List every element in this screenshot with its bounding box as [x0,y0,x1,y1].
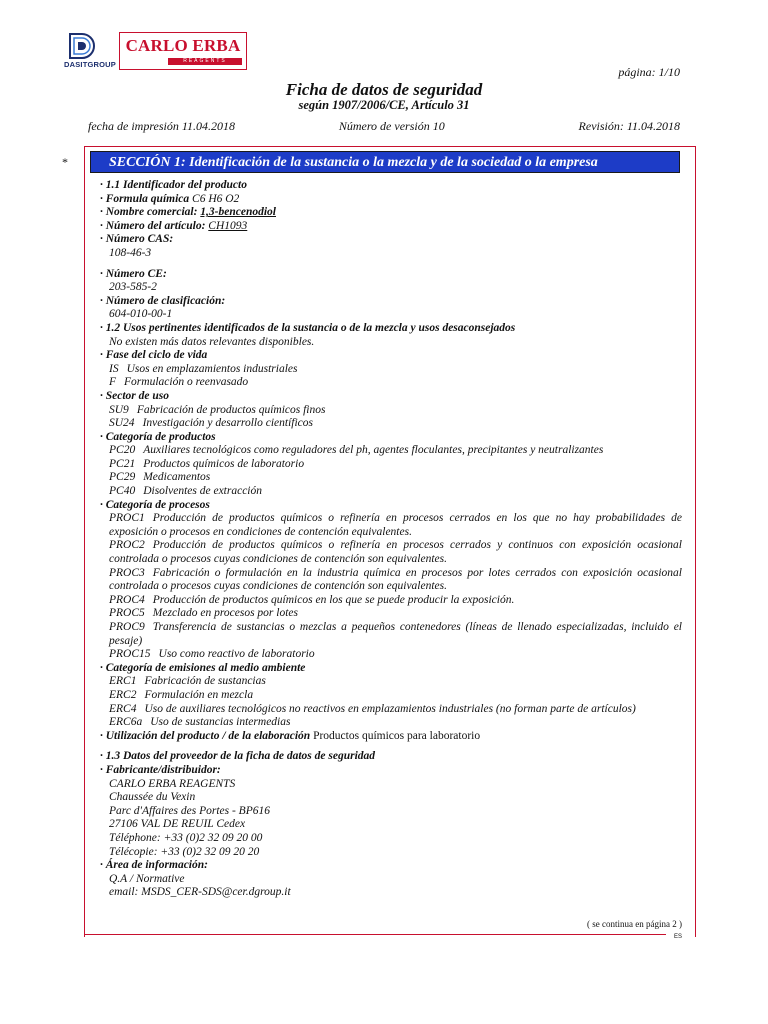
brand-sub: REAGENTS [168,58,242,65]
heading-identifier: · 1.1 Identificador del producto [100,179,247,191]
list-item: ERC4 Uso de auxiliares tecnológicos no reactivos en emplazamientos industriales (no forman parte de artículos) [109,702,636,715]
version-number: Número de versión 10 [338,119,445,133]
list-item: PROC3 Fabricación o formulación en la industria química en procesos por lotes cerrados con exposición ocasional controlada o procesos cuyas condiciones de contención son equivalentes. [109,566,682,593]
document-title: Ficha de datos de seguridad [285,80,483,99]
ce-value: 203-585-2 [109,281,157,294]
list-item: PROC5 Mezclado en procesos por lotes [109,607,298,620]
info-area-heading: · Área de información: [100,859,208,872]
product-category-heading: · Categoría de productos [100,430,216,443]
emission-category-heading: · Categoría de emisiones al medio ambiente [100,661,306,674]
list-item: ERC6a Uso de sustancias intermedias [109,716,291,729]
address-line: Parc d'Affaires des Portes - BP616 [109,804,270,817]
formula-label: · Formula química [100,192,190,205]
revision-date: Revisión: 11.04.2018 [578,119,680,133]
heading-supplier: · 1.3 Datos del proveedor de la ficha de datos de seguridad [100,750,376,763]
brand-name: CARLO ERBA [125,36,241,55]
divider [84,934,666,935]
process-category-heading: · Categoría de procesos [100,498,210,511]
life-cycle-heading: · Fase del ciclo de vida [100,349,208,362]
list-item: ERC1 Fabricación de sustancias [109,675,266,688]
continued-note: ( se continua en página 2 ) [587,919,682,929]
list-item: PROC2 Producción de productos químicos o refinería en procesos cerrados y continuos con exposición ocasional controlada o procesos cuyas condiciones de contención son equivalentes. [109,539,682,566]
dasit-label: DASITGROUP [64,60,117,69]
document-subtitle: según 1907/2006/CE, Artículo 31 [298,98,470,112]
address-line: Chaussée du Vexin [109,791,196,804]
list-item: PROC1 Producción de productos químicos o refinería en procesos cerrados en los que no hay probabilidades de exposición o procesos en condiciones de contención equivalentes. [109,512,682,538]
list-item: ERC2 Formulación en mezcla [109,688,254,701]
document-body [100,179,682,900]
address-line: CARLO ERBA REAGENTS [109,777,236,790]
manufacturer-heading: · Fabricante/distribuidor: [100,763,221,776]
cas-label: · Número CAS: [100,233,174,246]
article-value: CH1093 [208,219,248,232]
formula-value: C6 H6 O2 [192,192,240,205]
dasit-logo-icon [68,32,98,60]
print-date: fecha de impresión 11.04.2018 [88,119,235,133]
heading-uses: · 1.2 Usos pertinentes identificados de la sustancia o de la mezcla y usos desaconsejados [100,321,516,334]
utilization-label: · Utilización del producto / de la elaboración [100,729,311,742]
list-item: PC40 Disolventes de extracción [109,485,262,498]
list-item: SU24 Investigación y desarrollo científicos [109,417,314,430]
info-line: Q.A / Normative [109,872,185,885]
list-item: PC29 Medicamentos [109,471,211,484]
language-code: ES [673,934,682,940]
carlo-erba-logo [119,32,247,70]
page-number: página: 1/10 [618,65,680,79]
cas-value: 108-46-3 [109,246,152,259]
fax-line: Télécopie: +33 (0)2 32 09 20 20 [109,845,260,858]
section-title: SECCIÓN 1: Identificación de la sustancia o la mezcla y de la sociedad o la empresa [90,151,680,173]
address-line: 27106 VAL DE REUIL Cedex [109,818,246,831]
meta-row [88,119,680,134]
list-item: SU9 Fabricación de productos químicos finos [109,403,326,416]
list-item: PC20 Auxiliares tecnológicos como reguladores del ph, agentes floculantes, precipitantes y neutralizantes [109,444,604,457]
list-item: PROC15 Uso como reactivo de laboratorio [109,648,315,661]
class-label: · Número de clasificación: [100,294,226,307]
trade-name-value: 1,3-bencenodiol [200,206,276,219]
list-item: PROC4 Producción de productos químicos en los que se puede producir la exposición. [109,593,515,606]
list-item: PROC9 Transferencia de sustancias o mezclas a pequeños contenedores (líneas de llenado especializadas, incluido el pesaje) [109,621,682,647]
list-item: IS Usos en emplazamientos industriales [109,362,298,375]
sector-heading: · Sector de uso [100,389,169,402]
list-item: PC21 Productos químicos de laboratorio [109,457,305,470]
class-value: 604-010-00-1 [109,308,173,321]
ce-label: · Número CE: [100,267,167,280]
trade-name-label: · Nombre comercial: [100,206,198,219]
email-link[interactable]: email: MSDS_CER-SDS@cer.dgroup.it [109,886,291,899]
phone-line: Téléphone: +33 (0)2 32 09 20 00 [109,831,263,844]
uses-none: No existen más datos relevantes disponibles. [109,335,315,348]
list-item: F Formulación o reenvasado [109,376,249,389]
article-label: · Número del artículo: [100,219,206,232]
change-marker: * [62,155,68,169]
utilization-value: Productos químicos para laboratorio [313,729,481,742]
